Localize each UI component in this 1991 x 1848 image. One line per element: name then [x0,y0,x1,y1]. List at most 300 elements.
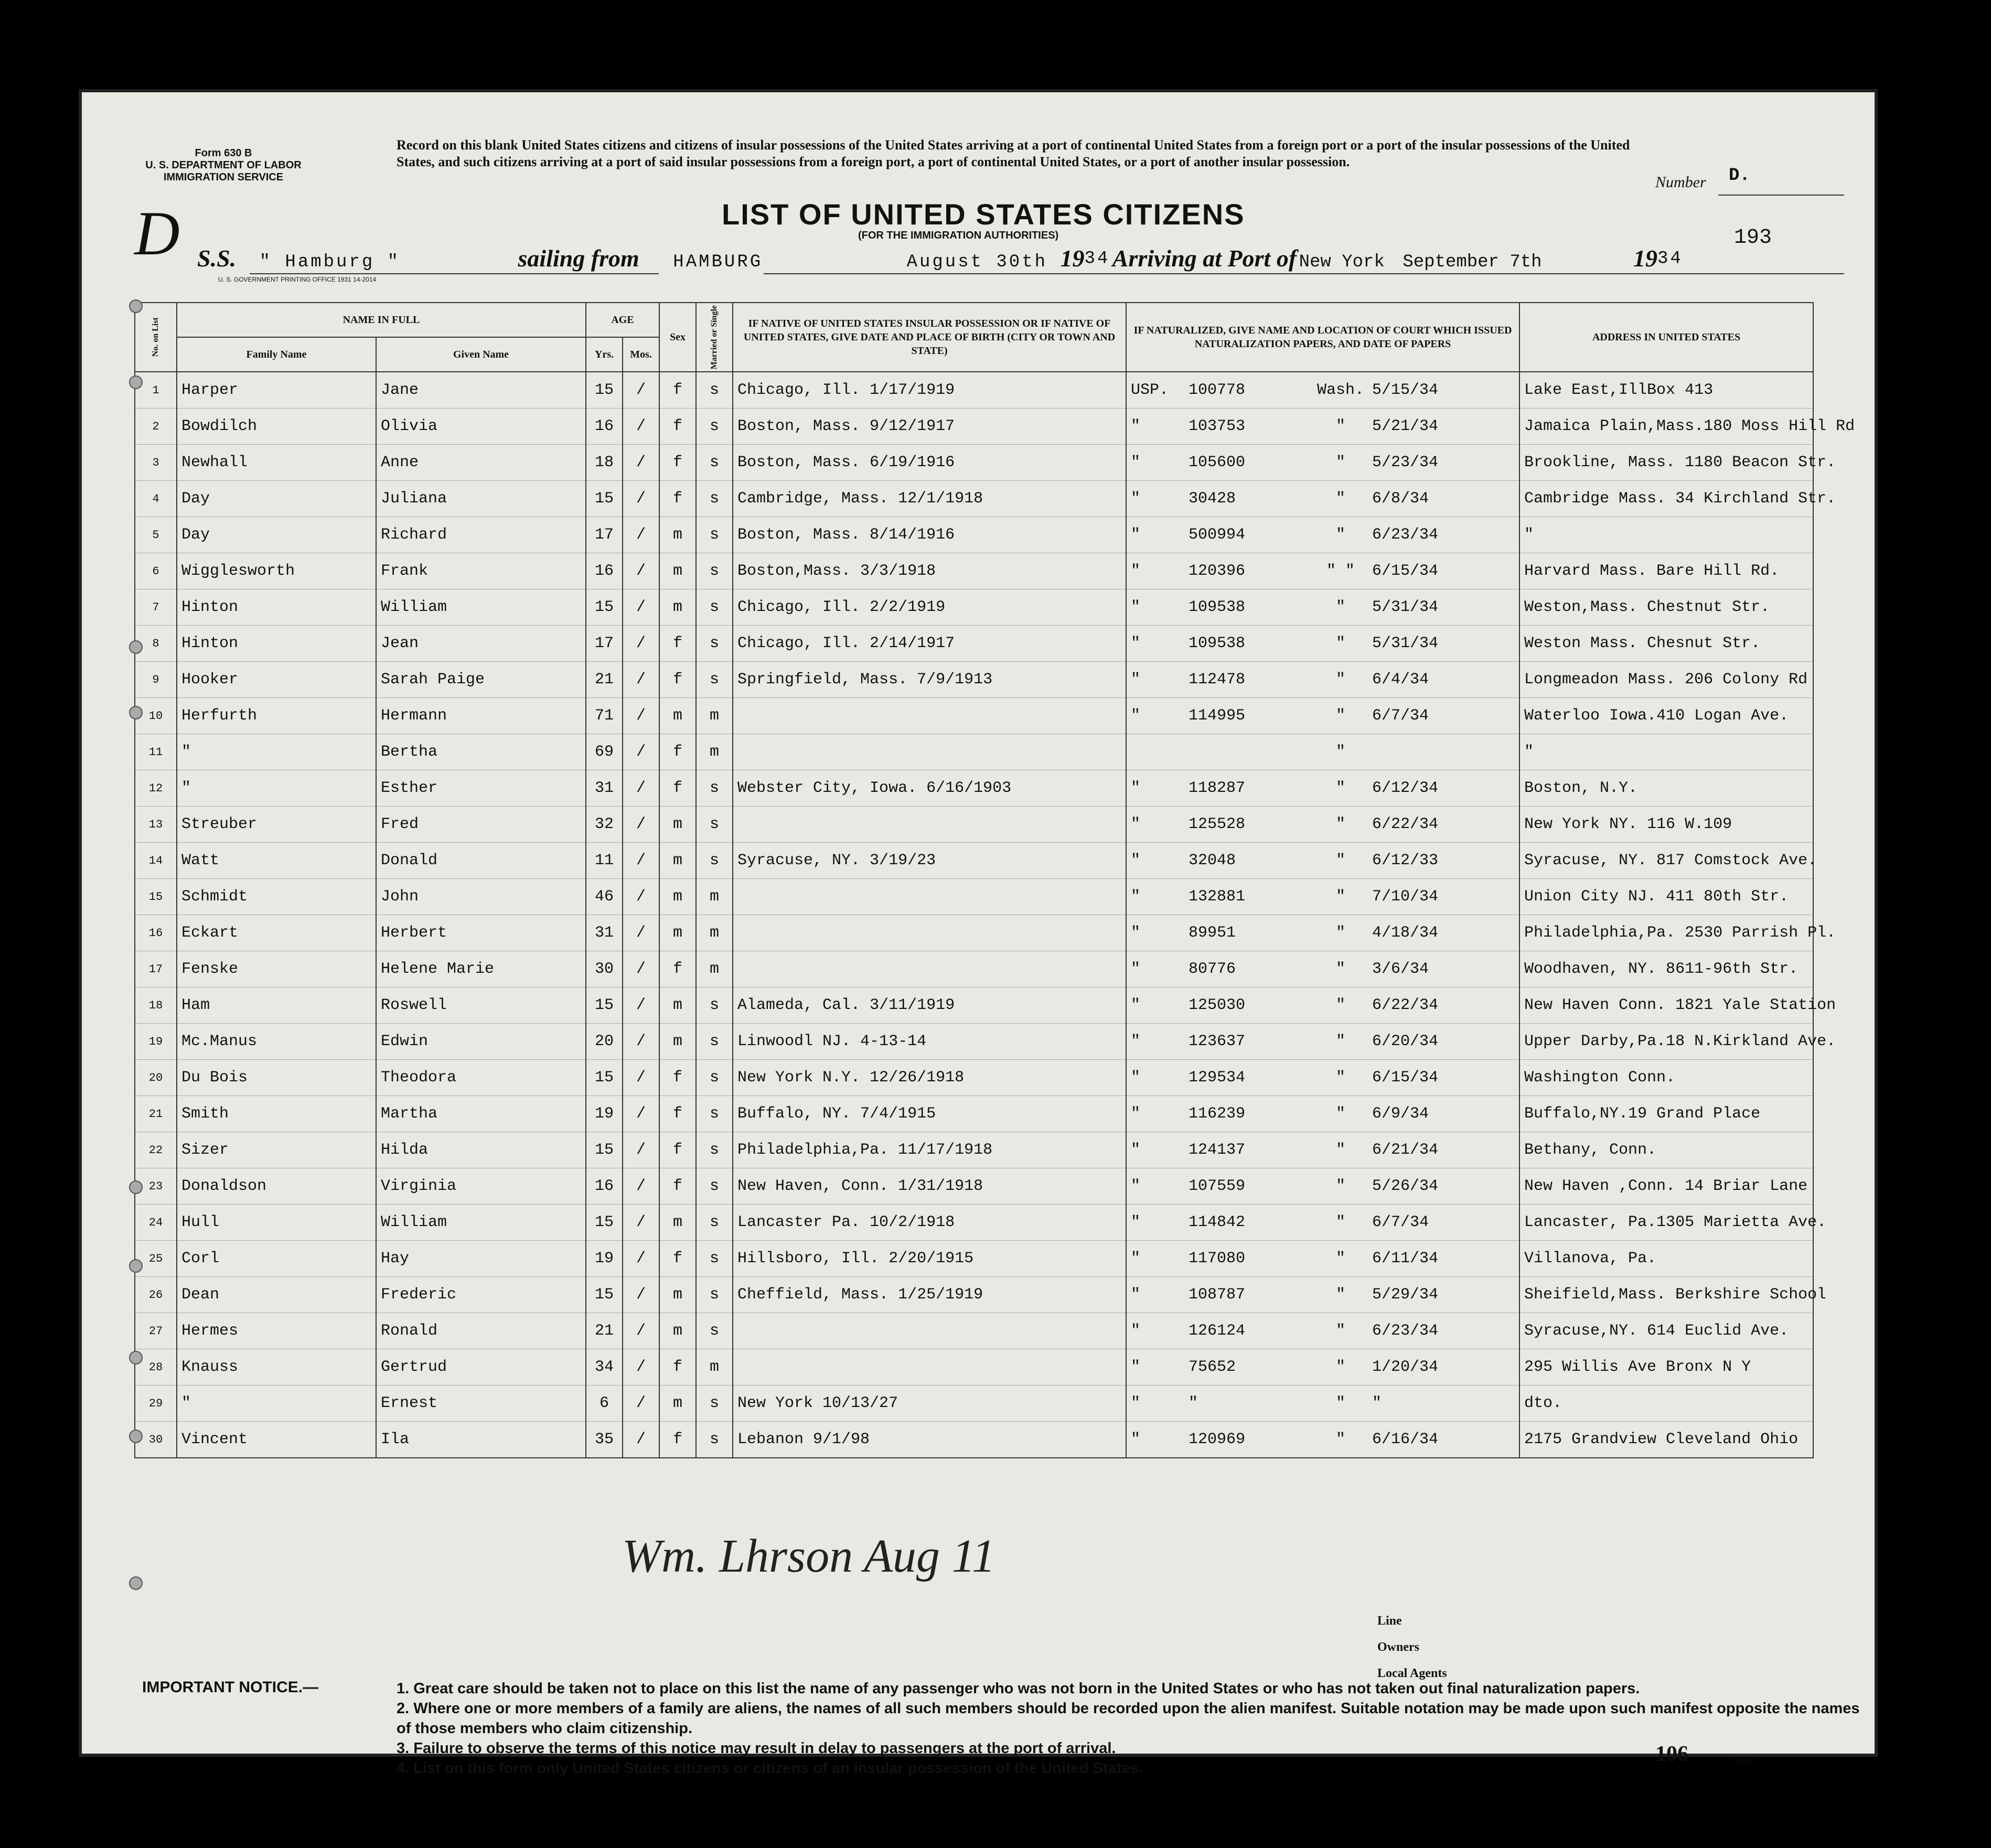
marital-status-cell: s [696,843,733,879]
passenger-rows [135,372,1855,1458]
naturalization-place: " [1336,924,1346,942]
naturalization-date: 6/15/34 [1372,562,1439,581]
naturalization-court: " [1131,1431,1141,1449]
address-cell: Philadelphia,Pa. 2530 Parrish Pl. [1519,915,1813,951]
age-years-cell: 15 [586,372,623,409]
naturalization-place: " [1336,1177,1346,1196]
department-name: U. S. DEPARTMENT OF LABOR [145,159,302,171]
table-row [135,1096,1813,1132]
naturalization-cell [1126,1205,1519,1241]
naturalization-date: 5/31/34 [1372,598,1439,617]
row-number-cell: 11 [135,734,177,770]
table-row [135,481,1813,517]
naturalization-cell [1126,1096,1519,1132]
address-cell: Longmeadon Mass. 206 Colony Rd [1519,662,1813,698]
birth-place-date-cell: Cheffield, Mass. 1/25/1919 [733,1277,1126,1313]
naturalization-paper: 123637 [1189,1033,1246,1051]
table-row [135,770,1813,807]
naturalization-cell [1126,1349,1519,1385]
age-years-cell: 15 [586,987,623,1024]
marital-status-cell: s [696,553,733,589]
family-name-cell: Wigglesworth [177,553,376,589]
row-number-cell: 2 [135,409,177,445]
naturalization-court: " [1131,417,1141,436]
given-name-cell: Hay [376,1241,586,1277]
naturalization-place: " [1336,1431,1346,1449]
given-name-cell: Donald [376,843,586,879]
row-number-cell: 15 [135,879,177,915]
birth-place-date-cell: Chicago, Ill. 2/14/1917 [733,626,1126,662]
naturalization-paper: 126124 [1189,1322,1246,1340]
form-identification [145,147,302,184]
sex-cell: f [659,1349,696,1385]
address-cell: 2175 Grandview Cleveland Ohio [1519,1422,1813,1458]
row-number-cell: 16 [135,915,177,951]
marital-status-cell: s [696,445,733,481]
naturalization-place: " [1336,598,1346,617]
birth-place-date-cell [733,807,1126,843]
marital-status-cell: s [696,1385,733,1422]
naturalization-court: " [1131,1286,1141,1304]
address-cell: 295 Willis Ave Bronx N Y [1519,1349,1813,1385]
marital-status-cell: s [696,626,733,662]
sheet-code: 14-002 [1734,1757,1754,1765]
sex-cell: f [659,409,696,445]
row-number-cell: 14 [135,843,177,879]
naturalization-cell [1126,1241,1519,1277]
naturalization-cell [1126,879,1519,915]
naturalization-paper: 80776 [1189,960,1236,979]
row-number-cell: 9 [135,662,177,698]
naturalization-court: " [1131,815,1141,834]
family-name-cell: Bowdilch [177,409,376,445]
naturalization-paper: 103753 [1189,417,1246,436]
naturalization-place: " [1336,635,1346,653]
naturalization-date: 6/15/34 [1372,1069,1439,1087]
birth-place-date-cell: Lebanon 9/1/98 [733,1422,1126,1458]
table-row [135,1422,1813,1458]
naturalization-paper: 114995 [1189,707,1246,725]
row-number-cell: 3 [135,445,177,481]
page-subtitle: (FOR THE IMMIGRATION AUTHORITIES) [858,230,1059,241]
punch-hole [129,1180,143,1194]
header-family-name: Family Name [177,337,376,372]
given-name-cell: William [376,589,586,626]
family-name-cell: Eckart [177,915,376,951]
table-row [135,951,1813,987]
naturalization-paper: 124137 [1189,1141,1246,1159]
sex-cell: m [659,987,696,1024]
address-cell: Brookline, Mass. 1180 Beacon Str. [1519,445,1813,481]
age-months-cell: / [623,1313,659,1349]
naturalization-date: 5/29/34 [1372,1286,1439,1304]
age-years-cell: 69 [586,734,623,770]
age-months-cell: / [623,915,659,951]
address-cell: Lancaster, Pa.1305 Marietta Ave. [1519,1205,1813,1241]
sex-cell: f [659,770,696,807]
naturalization-place: " [1336,779,1346,798]
naturalization-date: 6/7/34 [1372,1213,1429,1232]
marital-status-cell: s [696,481,733,517]
age-months-cell: / [623,807,659,843]
family-name-cell: Hermes [177,1313,376,1349]
family-name-cell: Hinton [177,589,376,626]
punch-hole [129,1351,143,1364]
naturalization-cell [1126,807,1519,843]
row-number-cell: 20 [135,1060,177,1096]
punch-hole [129,1576,143,1590]
handwritten-mark: D [134,198,180,268]
carrier-labels [1377,1608,1447,1686]
marital-status-cell: s [696,1060,733,1096]
given-name-cell: Theodora [376,1060,586,1096]
age-months-cell: / [623,1168,659,1205]
arrival-year-prefix: 19 [1633,245,1658,272]
line-label: Line [1377,1614,1402,1628]
birth-place-date-cell: Boston, Mass. 8/14/1916 [733,517,1126,553]
given-name-cell: Fred [376,807,586,843]
arrival-year: 34 [1657,249,1683,269]
naturalization-cell [1126,915,1519,951]
row-number-cell: 6 [135,553,177,589]
family-name-cell: Du Bois [177,1060,376,1096]
table-row [135,1313,1813,1349]
birth-place-date-cell: Lancaster Pa. 10/2/1918 [733,1205,1126,1241]
sex-cell: m [659,517,696,553]
age-months-cell: / [623,843,659,879]
family-name-cell: Knauss [177,1349,376,1385]
naturalization-date: 4/18/34 [1372,924,1439,942]
notice-title: IMPORTANT NOTICE.— [142,1679,319,1696]
birth-place-date-cell: New Haven, Conn. 1/31/1918 [733,1168,1126,1205]
local-agents-label: Local Agents [1377,1667,1447,1680]
sex-cell: m [659,1205,696,1241]
given-name-cell: Helene Marie [376,951,586,987]
age-years-cell: 32 [586,807,623,843]
naturalization-paper: 89951 [1189,924,1236,942]
naturalization-place: " [1336,815,1346,834]
address-cell: Syracuse,NY. 614 Euclid Ave. [1519,1313,1813,1349]
family-name-cell: Donaldson [177,1168,376,1205]
birth-place-date-cell: Syracuse, NY. 3/19/23 [733,843,1126,879]
given-name-cell: Gertrud [376,1349,586,1385]
ship-underline [250,273,659,274]
address-cell: dto. [1519,1385,1813,1422]
naturalization-paper: 32048 [1189,852,1236,870]
marital-status-cell: s [696,1241,733,1277]
naturalization-place: " [1336,671,1346,689]
birth-place-date-cell: Alameda, Cal. 3/11/1919 [733,987,1126,1024]
punch-hole [129,299,143,313]
family-name-cell: Herfurth [177,698,376,734]
naturalization-place: " [1336,1213,1346,1232]
table-row [135,372,1813,409]
punch-hole [129,1430,143,1443]
marital-status-cell: m [696,951,733,987]
family-name-cell: " [177,734,376,770]
family-name-cell: Hooker [177,662,376,698]
age-months-cell: / [623,1349,659,1385]
family-name-cell: Day [177,517,376,553]
address-cell: New York NY. 116 W.109 [1519,807,1813,843]
naturalization-place: " [1336,1286,1346,1304]
naturalization-paper: 109538 [1189,635,1246,653]
address-cell: Waterloo Iowa.410 Logan Ave. [1519,698,1813,734]
naturalization-date: 6/21/34 [1372,1141,1439,1159]
voyage-underline [764,273,1844,274]
birth-place-date-cell: Philadelphia,Pa. 11/17/1918 [733,1132,1126,1168]
birth-place-date-cell: Boston, Mass. 9/12/1917 [733,409,1126,445]
given-name-cell: Olivia [376,409,586,445]
given-name-cell: Sarah Paige [376,662,586,698]
marital-status-cell: s [696,372,733,409]
birth-place-date-cell [733,1349,1126,1385]
naturalization-paper: " [1189,1394,1198,1413]
family-name-cell: Mc.Manus [177,1024,376,1060]
birth-place-date-cell: Springfield, Mass. 7/9/1913 [733,662,1126,698]
birth-place-date-cell: Chicago, Ill. 1/17/1919 [733,372,1126,409]
row-number-cell: 12 [135,770,177,807]
age-months-cell: / [623,481,659,517]
given-name-cell: Ila [376,1422,586,1458]
naturalization-date: 5/23/34 [1372,454,1439,472]
naturalization-date: 6/12/34 [1372,779,1439,798]
departure-year-prefix: 19 [1060,245,1085,272]
age-months-cell: / [623,1060,659,1096]
naturalization-paper: 500994 [1189,526,1246,544]
naturalization-date: 5/26/34 [1372,1177,1439,1196]
row-number-cell: 26 [135,1277,177,1313]
marital-status-cell: s [696,987,733,1024]
table-row [135,1385,1813,1422]
naturalization-cell [1126,1168,1519,1205]
naturalization-court: " [1131,1105,1141,1123]
sex-cell: f [659,734,696,770]
given-name-cell: Hilda [376,1132,586,1168]
marital-status-cell: s [696,1277,733,1313]
page-number: 193 [1734,226,1772,250]
age-years-cell: 46 [586,879,623,915]
naturalization-paper: 112478 [1189,671,1246,689]
address-cell: Villanova, Pa. [1519,1241,1813,1277]
family-name-cell: " [177,770,376,807]
age-years-cell: 17 [586,626,623,662]
table-row [135,1132,1813,1168]
birth-place-date-cell [733,879,1126,915]
header-given-name: Given Name [376,337,586,372]
number-label: Number [1655,174,1706,191]
naturalization-cell [1126,698,1519,734]
row-number-cell: 28 [135,1349,177,1385]
naturalization-paper: 75652 [1189,1358,1236,1377]
given-name-cell: William [376,1205,586,1241]
naturalization-paper: 120396 [1189,562,1246,581]
address-cell: New Haven Conn. 1821 Yale Station [1519,987,1813,1024]
family-name-cell: Day [177,481,376,517]
birth-place-date-cell: Boston, Mass. 6/19/1916 [733,445,1126,481]
birth-place-date-cell: Hillsboro, Ill. 2/20/1915 [733,1241,1126,1277]
naturalization-court: " [1131,1033,1141,1051]
naturalization-court: " [1131,924,1141,942]
printer-note: U. S. GOVERNMENT PRINTING OFFICE 1931 14-2014 [218,276,377,283]
table-row [135,589,1813,626]
naturalization-cell [1126,662,1519,698]
sex-cell: m [659,553,696,589]
naturalization-cell [1126,734,1519,770]
naturalization-place: " [1336,1069,1346,1087]
marital-status-cell: m [696,915,733,951]
form-number: Form 630 B [195,147,252,159]
manifest-page [79,89,1878,1777]
naturalization-place: " [1336,1105,1346,1123]
naturalization-place: " [1336,1322,1346,1340]
naturalization-date: 6/4/34 [1372,671,1429,689]
service-name: IMMIGRATION SERVICE [163,171,284,183]
naturalization-court: " [1131,888,1141,906]
sex-cell: m [659,1024,696,1060]
given-name-cell: Edwin [376,1024,586,1060]
address-cell: Cambridge Mass. 34 Kirchland Str. [1519,481,1813,517]
table-row [135,734,1813,770]
family-name-cell: Schmidt [177,879,376,915]
naturalization-court: " [1131,1213,1141,1232]
naturalization-paper: 109538 [1189,598,1246,617]
table-row [135,987,1813,1024]
naturalization-court: " [1131,1394,1141,1413]
naturalization-place: " [1336,707,1346,725]
naturalization-place: " [1336,743,1346,761]
naturalization-court: " [1131,779,1141,798]
number-underline [1718,195,1844,196]
header-married-or-single: Married or Single [696,303,733,372]
family-name-cell: Vincent [177,1422,376,1458]
naturalization-court: " [1131,526,1141,544]
naturalization-court: " [1131,490,1141,508]
naturalization-cell [1126,1060,1519,1096]
sex-cell: m [659,1313,696,1349]
punch-hole [129,1259,143,1273]
birth-place-date-cell: Linwoodl NJ. 4-13-14 [733,1024,1126,1060]
row-number-cell: 17 [135,951,177,987]
given-name-cell: Hermann [376,698,586,734]
age-months-cell: / [623,1205,659,1241]
marital-status-cell: s [696,1168,733,1205]
marital-status-cell: s [696,1422,733,1458]
naturalization-court: " [1131,598,1141,617]
marital-status-cell: m [696,698,733,734]
header-naturalized: IF NATURALIZED, GIVE NAME AND LOCATION OF COURT WHICH ISSUED NATURALIZATION PAPERS, AND DATE OF PAPERS [1126,303,1519,372]
given-name-cell: Richard [376,517,586,553]
table-row [135,1277,1813,1313]
age-months-cell: / [623,1241,659,1277]
naturalization-place: " [1336,417,1346,436]
naturalization-paper: 129534 [1189,1069,1246,1087]
naturalization-paper: 116239 [1189,1105,1246,1123]
family-name-cell: Newhall [177,445,376,481]
age-years-cell: 30 [586,951,623,987]
sex-cell: m [659,698,696,734]
sex-cell: m [659,915,696,951]
birth-place-date-cell: New York N.Y. 12/26/1918 [733,1060,1126,1096]
sailing-from-label: sailing from [518,245,639,272]
naturalization-date: 3/6/34 [1372,960,1429,979]
given-name-cell: Virginia [376,1168,586,1205]
naturalization-court: " [1131,960,1141,979]
age-years-cell: 15 [586,481,623,517]
given-name-cell: Ronald [376,1313,586,1349]
naturalization-cell [1126,409,1519,445]
naturalization-cell [1126,589,1519,626]
notice-item: 1. Great care should be taken not to place on this list the name of any passenger who was not born in the United States or who has not taken out final naturalization papers. [397,1680,1640,1697]
naturalization-paper: 108787 [1189,1286,1246,1304]
age-months-cell: / [623,951,659,987]
row-number-cell: 7 [135,589,177,626]
naturalization-place: " [1336,1394,1346,1413]
header-address: ADDRESS IN UNITED STATES [1519,303,1813,372]
address-cell: " [1519,517,1813,553]
given-name-cell: Jane [376,372,586,409]
arrival-port: New York [1299,252,1385,272]
family-name-cell: Hull [177,1205,376,1241]
naturalization-court: " [1131,454,1141,472]
age-years-cell: 16 [586,553,623,589]
age-months-cell: / [623,698,659,734]
naturalization-date: " [1372,1394,1382,1413]
age-months-cell: / [623,1385,659,1422]
naturalization-date: 6/16/34 [1372,1431,1439,1449]
marital-status-cell: s [696,409,733,445]
birth-place-date-cell [733,951,1126,987]
naturalization-cell [1126,843,1519,879]
naturalization-court: " [1131,562,1141,581]
family-name-cell: Fenske [177,951,376,987]
table-row [135,626,1813,662]
age-years-cell: 6 [586,1385,623,1422]
sex-cell: f [659,626,696,662]
table-row [135,1349,1813,1385]
given-name-cell: Frederic [376,1277,586,1313]
family-name-cell: " [177,1385,376,1422]
given-name-cell: Ernest [376,1385,586,1422]
naturalization-cell [1126,1313,1519,1349]
naturalization-date: 5/21/34 [1372,417,1439,436]
age-years-cell: 31 [586,770,623,807]
given-name-cell: John [376,879,586,915]
naturalization-court: " [1131,1358,1141,1377]
naturalization-place: " [1336,490,1346,508]
family-name-cell: Corl [177,1241,376,1277]
table-row [135,698,1813,734]
given-name-cell: Frank [376,553,586,589]
sheet-number: 106 [1655,1742,1688,1766]
birth-place-date-cell: Buffalo, NY. 7/4/1915 [733,1096,1126,1132]
naturalization-cell [1126,626,1519,662]
marital-status-cell: s [696,807,733,843]
naturalization-place: " [1336,996,1346,1015]
given-name-cell: Bertha [376,734,586,770]
naturalization-place: " [1336,960,1346,979]
sex-cell: m [659,589,696,626]
birth-place-date-cell: Chicago, Ill. 2/2/1919 [733,589,1126,626]
age-months-cell: / [623,1096,659,1132]
naturalization-date: 6/22/34 [1372,815,1439,834]
header-age: AGE [586,303,659,337]
birth-place-date-cell: Boston,Mass. 3/3/1918 [733,553,1126,589]
address-cell: " [1519,734,1813,770]
punch-hole [129,706,143,719]
table-row [135,915,1813,951]
address-cell: Weston Mass. Chesnut Str. [1519,626,1813,662]
